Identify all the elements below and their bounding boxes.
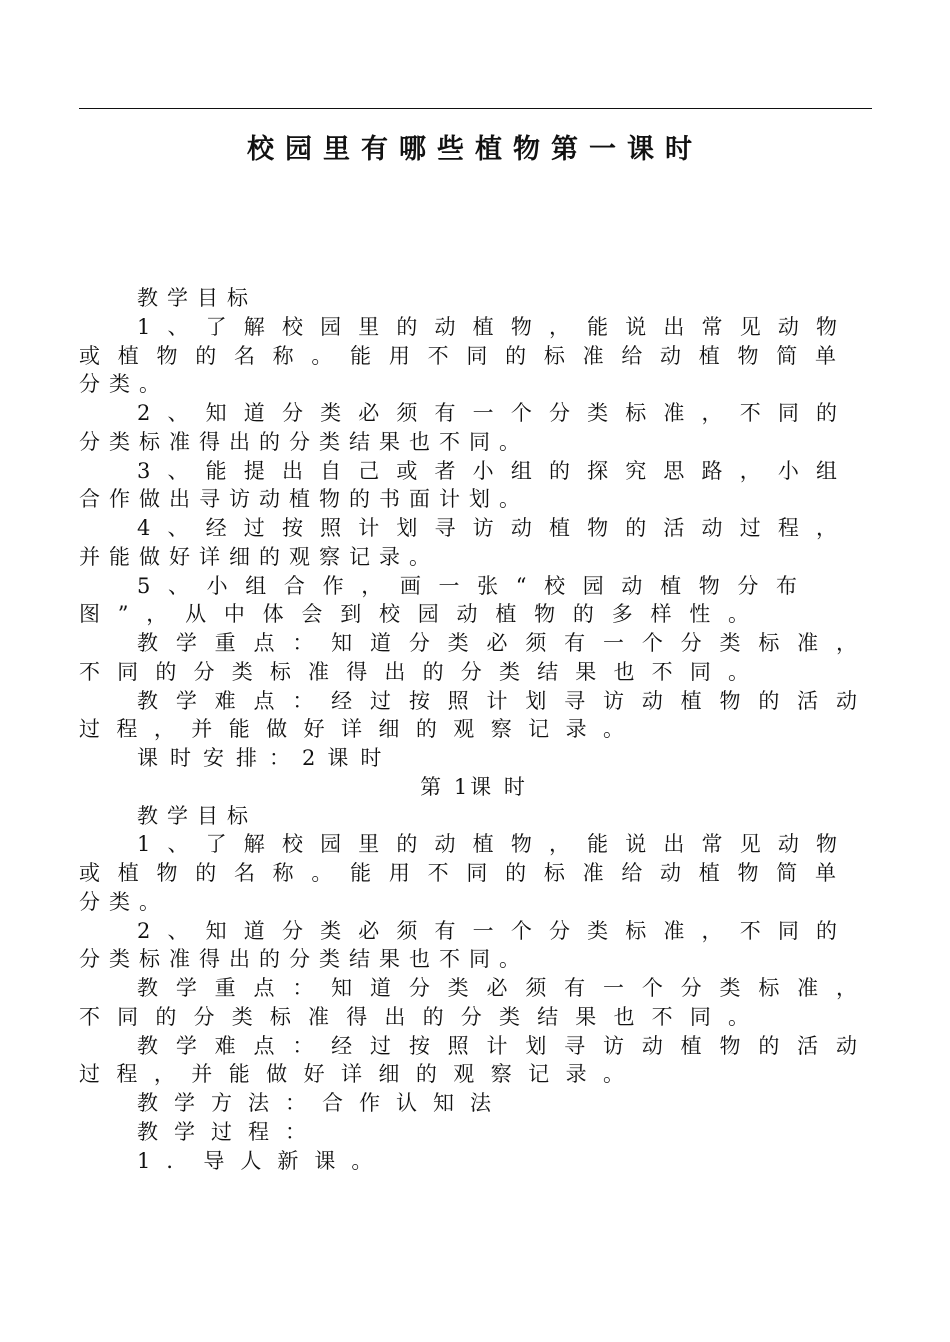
paragraph-line: 1、了解校园里的动植物，能说出常见动物 (137, 314, 837, 339)
process-heading: 教学过程： (137, 1119, 322, 1144)
section-heading: 教学目标 (137, 803, 257, 828)
lesson-heading: 第 1课 时 (420, 774, 528, 799)
paragraph-line: 4、经过按照计划寻访动植物的活动过程， (137, 516, 837, 540)
difficulty-line: 过程，并能做好详细的观察记录。 (79, 1062, 624, 1087)
paragraph-line: 3、能提出自己或者小组的探究思路，小组 (137, 458, 837, 483)
paragraph-line: 2、知道分类必须有一个分类标准，不同的 (137, 401, 837, 425)
key-point-line: 不同的分类标准得出的分类结果也不同。 (79, 659, 749, 684)
schedule-line: 课时安排：2课时 (137, 746, 394, 770)
paragraph-line: 或植物的名称。能用不同的标准给动植物简单 (79, 343, 836, 368)
paragraph-line: 2、知道分类必须有一个分类标准，不同的 (137, 918, 837, 943)
paragraph-line: 合作做出寻访动植物的书面计划。 (79, 487, 529, 512)
paragraph-line: 并能做好详细的观察记录。 (79, 544, 439, 569)
document-body (79, 284, 869, 1175)
top-rule (79, 108, 872, 109)
key-point-line: 教学重点：知道分类必须有一个分类标准， (137, 976, 857, 1000)
difficulty-line: 过程，并能做好详细的观察记录。 (79, 717, 624, 742)
difficulty-line: 教学难点：经过按照计划寻访动植物的活动 (137, 688, 857, 713)
paragraph-line: 分类标准得出的分类结果也不同。 (79, 429, 529, 454)
paragraph-line: 5、小组合作，画一张“校园动植物分布 (137, 573, 797, 598)
difficulty-line: 教学难点：经过按照计划寻访动植物的活动 (137, 1033, 857, 1058)
paragraph-line: 或植物的名称。能用不同的标准给动植物简单 (79, 861, 836, 885)
section-heading: 教学目标 (137, 286, 257, 310)
paragraph-line: 分类。 (79, 889, 169, 914)
paragraph-line: 图”，从中体会到校园动植物的多样性。 (79, 602, 749, 627)
key-point-line: 教学重点：知道分类必须有一个分类标准， (137, 631, 857, 655)
paragraph-line: 1、了解校园里的动植物，能说出常见动物 (137, 832, 837, 857)
page-title: 校园里有哪些植物第一课时 (247, 134, 703, 165)
method-line: 教学方法：合作认知法 (137, 1091, 507, 1115)
paragraph-line: 分类标准得出的分类结果也不同。 (79, 947, 529, 972)
paragraph-line: 分类。 (79, 372, 169, 397)
key-point-line: 不同的分类标准得出的分类结果也不同。 (79, 1004, 749, 1029)
process-step: 1．导人新课。 (137, 1148, 389, 1173)
